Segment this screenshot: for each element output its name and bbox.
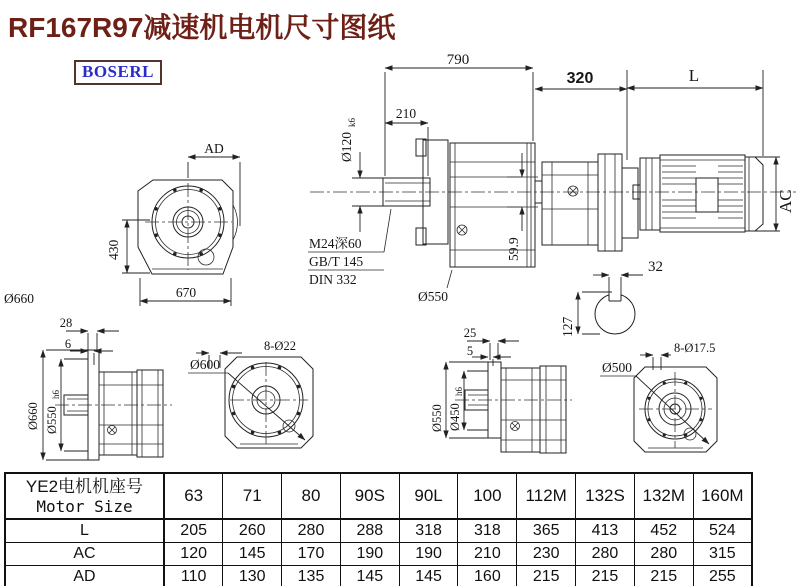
row-label: AD [5,566,164,586]
dim-d450-tol: h6 [454,387,464,396]
cell: 280 [634,543,693,566]
dim-430: 430 [106,239,121,260]
dim-670: 670 [175,285,197,300]
cell: 452 [634,519,693,543]
cell: 170 [282,543,341,566]
cell: 365 [517,519,576,543]
dim-127: 127 [560,316,575,337]
table-row-AC [5,543,752,566]
dim-32: 32 [648,259,663,275]
col-header: 112M [517,473,576,519]
cell: 120 [164,543,223,566]
cell: 280 [576,543,635,566]
dim-25: 25 [463,326,477,340]
cell: 318 [458,519,517,543]
note-key: M24深60 [309,236,362,251]
dim-ac: AC [776,189,795,213]
col-header: 100 [458,473,517,519]
col-header: 132S [576,473,635,519]
col-header: 71 [223,473,282,519]
col-header: 132M [634,473,693,519]
dim-d660: Ø660 [26,402,40,430]
cell: 280 [282,519,341,543]
dim-d550: Ø550 [45,406,59,434]
cell: 288 [340,519,399,543]
row-label: L [5,519,164,543]
col-header: 80 [282,473,341,519]
cell: 190 [399,543,458,566]
table-header-row [5,473,752,519]
table-row-L [5,519,752,543]
cell: 145 [223,543,282,566]
cell: 215 [576,566,635,586]
dim-320: 320 [566,70,594,87]
label-d500: Ø500 [602,360,632,375]
shaft-section [595,292,635,334]
header-cn: YE2电机机座号 [25,476,144,496]
cell: 215 [634,566,693,586]
label-d600: Ø600 [190,357,220,372]
dim-shaft-dia: Ø120 [339,132,354,162]
dim-d450: Ø450 [448,403,462,431]
dim-d550: Ø550 [430,404,444,432]
label-8-d22: 8-Ø22 [264,339,296,353]
col-header: 160M [693,473,752,519]
screw-icon [457,225,467,235]
cell: 190 [340,543,399,566]
col-header: 90L [399,473,458,519]
cell: 130 [223,566,282,586]
flange3-drawing [430,326,572,453]
table-row-AD [5,566,752,586]
flange4-drawing [600,341,717,452]
cell: 230 [517,543,576,566]
screw-icon [511,422,520,431]
dim-59-9: 59.9 [506,237,521,261]
label-8-d17-5: 8-Ø17.5 [674,341,716,355]
note-std1: GB/T 145 [309,254,364,269]
cell: 110 [164,566,223,586]
cell: 135 [282,566,341,586]
page-title: RF167R97减速机电机尺寸图纸 [8,12,396,43]
cell: 205 [164,519,223,543]
cell: 145 [399,566,458,586]
cell: 413 [576,519,635,543]
cell: 260 [223,519,282,543]
dim-6: 6 [64,337,72,351]
flange1-drawing [26,316,172,460]
screw-icon [108,426,117,435]
cell: 524 [693,519,752,543]
cell: 160 [458,566,517,586]
row-label: AC [5,543,164,566]
flange2-drawing [188,339,313,448]
dim-d550-tol: h6 [51,390,61,399]
cell: 215 [517,566,576,586]
front-view-drawing [4,141,240,306]
dim-210: 210 [395,106,417,121]
motor-drawing [633,155,763,232]
header-en: Motor Size [36,496,133,516]
screw-icon [568,186,578,196]
label-d550: Ø550 [418,289,448,304]
col-header: 63 [164,473,223,519]
side-view-drawing [308,52,796,337]
dim-ad: AD [204,141,224,156]
dim-5: 5 [466,344,474,358]
dim-790: 790 [446,52,470,68]
cell: 255 [693,566,752,586]
dimension-table [4,472,753,586]
col-header: 90S [340,473,399,519]
table-header-motor-size [5,473,164,519]
brand-logo-text: BOSERL [82,62,154,81]
cell: 210 [458,543,517,566]
dim-28: 28 [59,316,73,330]
note-std2: DIN 332 [309,272,357,287]
cell: 145 [340,566,399,586]
label-d660: Ø660 [4,291,34,306]
cell: 318 [399,519,458,543]
dim-L: L [688,66,700,85]
cell: 315 [693,543,752,566]
dim-shaft-tol: k6 [347,118,357,127]
